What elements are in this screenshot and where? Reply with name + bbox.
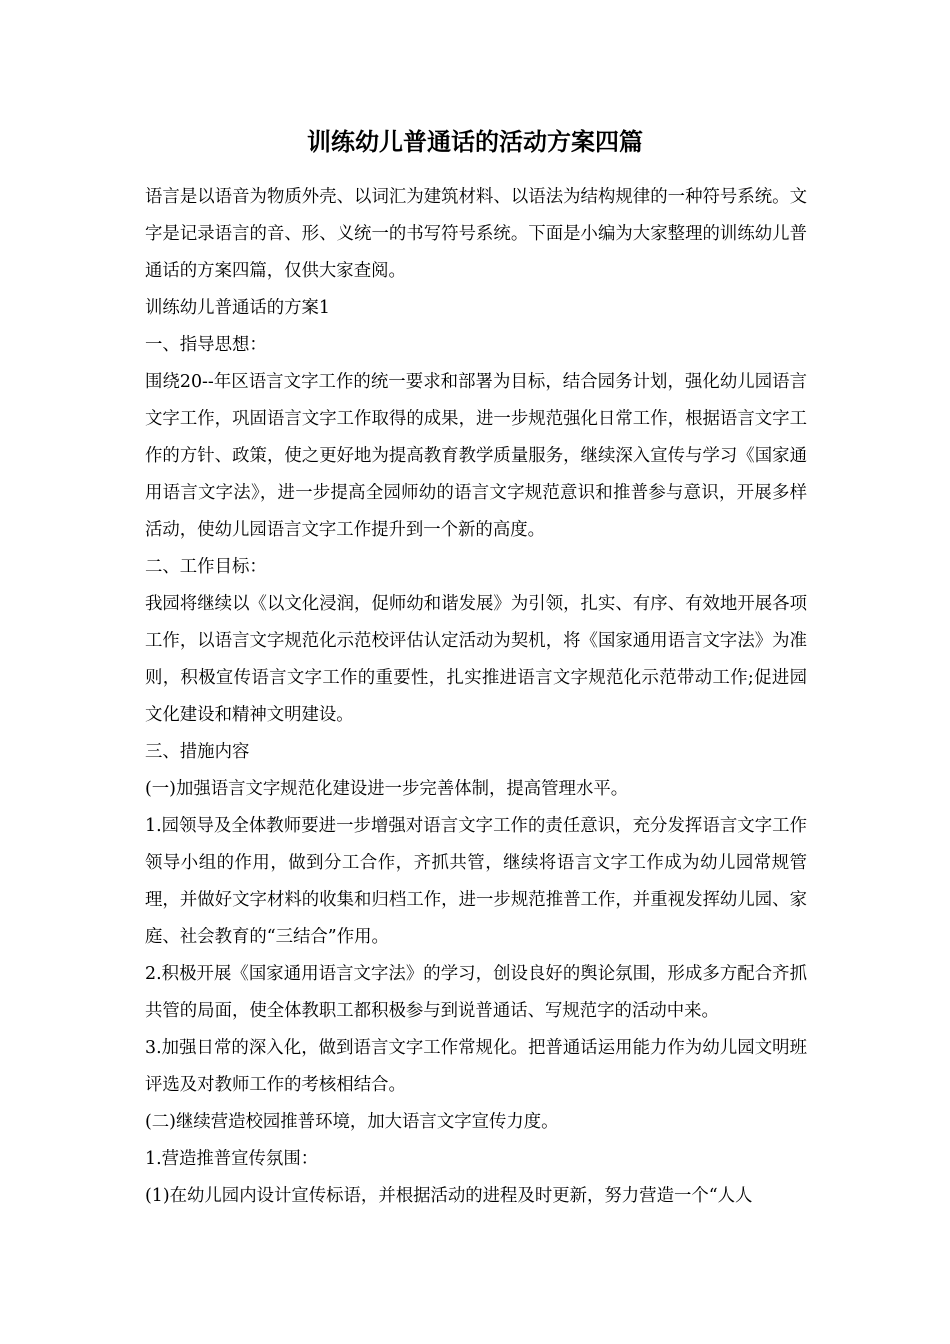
list-item-3: 3.加强日常的深入化，做到语言文字工作常规化。把普通话运用能力作为幼儿园文明班评选及对教师工作的考核相结合。	[145, 1038, 807, 1095]
heading-work-goals: 二、工作目标：	[145, 557, 267, 577]
subheading-measure-1: (一)加强语言文字规范化建设进一步完善体制，提高管理水平。	[145, 779, 629, 799]
document-title: 训练幼儿普通话的活动方案四篇	[307, 127, 643, 156]
subheading-measure-2: (二)继续营造校园推普环境，加大语言文字宣传力度。	[145, 1112, 559, 1132]
paragraph-guiding-thought: 围绕20--年区语言文字工作的统一要求和部署为目标，结合园务计划，强化幼儿园语言文字工作，巩固语言文字工作取得的成果，进一步规范强化日常工作，根据语言文字工作的方针、政策，使之更好地为提高教育教学质量服务，继续深入宣传与学习《国家通用语言文字法》，进一步提高全园师幼的语言文字规范意识和推普参与意识，开展多样活动，使幼儿园语言文字工作提升到一个新的高度。	[145, 372, 807, 540]
intro-paragraph: 语言是以语音为物质外壳、以词汇为建筑材料、以语法为结构规律的一种符号系统。文字是记录语言的音、形、义统一的书写符号系统。下面是小编为大家整理的训练幼儿普通话的方案四篇，仅供大家查阅。	[145, 187, 807, 281]
list-item-1: 1.园领导及全体教师要进一步增强对语言文字工作的责任意识，充分发挥语言文字工作领导小组的作用，做到分工合作，齐抓共管，继续将语言文字工作成为幼儿园常规管理，并做好文字材料的收集和归档工作，进一步规范推普工作，并重视发挥幼儿园、家庭、社会教育的“三结合”作用。	[145, 816, 807, 947]
list-item-slogans: (1)在幼儿园内设计宣传标语，并根据活动的进程及时更新，努力营造一个“人人	[145, 1186, 753, 1206]
paragraph-work-goals: 我园将继续以《以文化浸润，促师幼和谐发展》为引领，扎实、有序、有效地开展各项工作，以语言文字规范化示范校评估认定活动为契机，将《国家通用语言文字法》为准则，积极宣传语言文字工作的重要性，扎实推进语言文字规范化示范带动工作;促进园文化建设和精神文明建设。	[145, 594, 807, 725]
list-item-atmosphere: 1.营造推普宣传氛围：	[145, 1149, 319, 1169]
heading-guiding-thought: 一、指导思想：	[145, 335, 267, 355]
heading-measures: 三、措施内容	[145, 742, 250, 762]
list-item-2: 2.积极开展《国家通用语言文字法》的学习，创设良好的舆论氛围，形成多方配合齐抓共管的局面，使全体教职工都积极参与到说普通话、写规范字的活动中来。	[145, 964, 807, 1021]
document-body	[145, 179, 807, 1215]
section-heading-plan-1: 训练幼儿普通话的方案1	[145, 298, 330, 318]
